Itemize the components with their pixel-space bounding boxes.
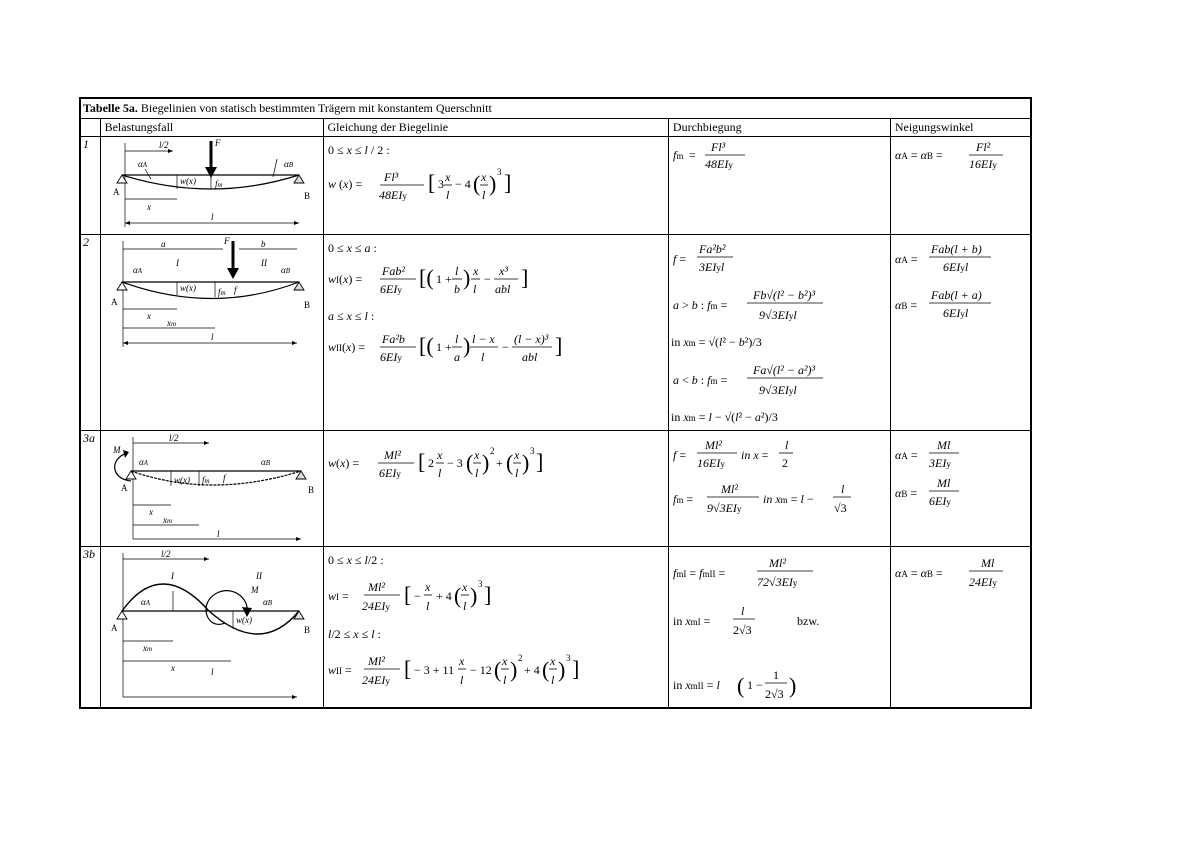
svg-text:xm: xm	[166, 318, 176, 328]
slope-1	[891, 137, 1031, 234]
svg-text:II: II	[255, 571, 262, 581]
svg-text:in xm = √(l² − b²)/3: in xm = √(l² − b²)/3	[670, 335, 762, 349]
deflection-cell	[668, 137, 890, 235]
svg-text:2: 2	[517, 653, 522, 663]
beam-diagram-1	[101, 137, 323, 234]
svg-text:a: a	[160, 239, 166, 249]
svg-text:[: [	[427, 170, 435, 195]
svg-text:0 ≤ x ≤ a :: 0 ≤ x ≤ a :	[327, 241, 377, 255]
svg-text:1 +: 1 +	[435, 272, 452, 286]
table-row	[80, 137, 1031, 235]
svg-text:√3: √3	[833, 501, 847, 515]
equation-2	[324, 235, 668, 430]
svg-text:1 +: 1 +	[435, 340, 452, 354]
svg-text:fm =: fm =	[672, 492, 694, 506]
svg-text:]: ]	[483, 582, 491, 607]
svg-text:I: I	[170, 571, 174, 581]
svg-text:l: l	[502, 673, 506, 687]
svg-text:9√3EIy: 9√3EIy	[706, 501, 742, 515]
svg-text:fm: fm	[214, 179, 223, 189]
svg-text:fm: fm	[217, 287, 226, 297]
svg-text:): )	[481, 450, 489, 475]
svg-text:B: B	[303, 625, 310, 635]
svg-text:l: l	[514, 466, 518, 480]
equation-cell	[323, 235, 668, 431]
svg-text:x: x	[461, 580, 467, 594]
svg-text:): )	[462, 265, 470, 290]
equation-cell	[323, 137, 668, 235]
svg-text:2: 2	[489, 446, 494, 456]
svg-text:l: l	[784, 438, 789, 452]
svg-text:abl: abl	[521, 350, 537, 364]
svg-text:[: [	[403, 656, 411, 681]
svg-text:[: [	[417, 449, 425, 474]
svg-text:(: (	[493, 657, 501, 682]
svg-text:− 12: − 12	[469, 663, 492, 677]
svg-text:3: 3	[496, 167, 501, 177]
svg-text:w (x) =: w (x) =	[327, 177, 362, 191]
svg-text:A: A	[112, 187, 120, 197]
svg-text:): )	[557, 657, 565, 682]
svg-text:αA =: αA =	[894, 252, 918, 266]
svg-text:=: =	[688, 148, 696, 162]
svg-text:Ml²: Ml²	[720, 482, 738, 496]
svg-text:x: x	[148, 507, 153, 517]
beam-diagram-2	[101, 235, 323, 430]
svg-text:x: x	[146, 202, 151, 212]
svg-text:6EIy: 6EIy	[928, 494, 951, 508]
svg-text:(: (	[541, 657, 549, 682]
deflection-cell	[668, 235, 890, 431]
svg-text:l: l	[454, 264, 458, 278]
svg-text:Fa√(l² − a²)³: Fa√(l² − a²)³	[752, 363, 816, 377]
svg-text:l/2: l/2	[158, 140, 169, 150]
svg-text:Fa²b: Fa²b	[381, 332, 405, 346]
svg-text:l/2: l/2	[160, 549, 171, 559]
svg-text:x: x	[458, 654, 464, 668]
deflection-table	[79, 97, 1032, 709]
svg-text:fm: fm	[201, 475, 210, 485]
table-title-text: Biegelinien von statisch bestimmten Trägern mit konstantem Querschnitt	[137, 101, 492, 115]
beam-diagram-3b	[101, 547, 323, 707]
table-title-bold: Tabelle 5a.	[83, 101, 138, 115]
svg-text:16EIy: 16EIy	[696, 456, 725, 470]
svg-text:αA: αA	[140, 597, 150, 607]
svg-text:x: x	[170, 663, 175, 673]
svg-text:72√3EIy: 72√3EIy	[756, 575, 798, 589]
svg-text:II: II	[260, 258, 267, 268]
deflection-cell	[668, 547, 890, 709]
svg-text:Ml: Ml	[980, 556, 995, 570]
slope-cell	[890, 235, 1031, 431]
load-case-figure	[100, 137, 323, 235]
svg-text:2√3: 2√3	[764, 687, 784, 701]
svg-text:in xmII = l: in xmII = l	[672, 678, 720, 692]
svg-text:in xm = l − √(l² − a²)/3: in xm = l − √(l² − a²)/3	[670, 410, 778, 424]
svg-text:Ml²: Ml²	[367, 580, 385, 594]
svg-text:b: b	[453, 282, 460, 296]
svg-text:αA: αA	[132, 265, 142, 275]
table-sheet	[79, 97, 1032, 709]
svg-text:αB: αB	[280, 265, 290, 275]
svg-text:2: 2	[781, 456, 788, 470]
svg-text:−: −	[501, 340, 509, 354]
svg-text:l: l	[462, 599, 466, 613]
svg-text:I: I	[175, 258, 179, 268]
svg-text:w(x): w(x)	[179, 283, 196, 293]
svg-text:wI(x) =: wI(x) =	[327, 272, 362, 286]
svg-text:Fl²: Fl²	[975, 140, 991, 154]
svg-text:Ml²: Ml²	[768, 556, 786, 570]
svg-text:): )	[488, 171, 496, 196]
svg-text:(: (	[472, 171, 480, 196]
svg-text:a > b : fm =: a > b : fm =	[672, 298, 728, 312]
svg-text:αA: αA	[137, 159, 147, 169]
svg-text:wII =: wII =	[327, 663, 352, 677]
svg-text:−: −	[483, 272, 491, 286]
deflection-1	[669, 137, 890, 234]
svg-text:x³: x³	[498, 264, 508, 278]
header-row	[80, 119, 1031, 137]
svg-text:l: l	[425, 599, 429, 613]
svg-text:αA = αB =: αA = αB =	[894, 148, 943, 162]
slope-3a	[891, 431, 1031, 546]
svg-text:l: l	[480, 350, 484, 364]
svg-text:l: l	[210, 332, 214, 342]
row-index: 1	[80, 137, 100, 235]
svg-text:]: ]	[503, 170, 511, 195]
load-case-figure	[100, 235, 323, 431]
svg-text:]: ]	[535, 449, 543, 474]
svg-text:F: F	[214, 138, 221, 148]
svg-text:3: 3	[437, 177, 444, 191]
svg-text:Fl³: Fl³	[383, 170, 398, 184]
svg-text:αB: αB	[283, 159, 293, 169]
table-row	[80, 235, 1031, 431]
svg-text:(: (	[453, 583, 461, 608]
svg-text:l: l	[210, 667, 214, 677]
svg-text:l: l	[445, 188, 449, 202]
svg-text:3EIy: 3EIy	[928, 456, 951, 470]
beam-diagram-3a	[101, 431, 323, 546]
slope-cell	[890, 547, 1031, 709]
svg-text:6EIy: 6EIy	[379, 350, 402, 364]
svg-text:[: [	[403, 582, 411, 607]
row-index: 2	[80, 235, 100, 431]
header-slope: Neigungswinkel	[890, 119, 1031, 137]
svg-text:1: 1	[772, 668, 779, 682]
svg-text:abl: abl	[494, 282, 510, 296]
svg-text:2: 2	[427, 456, 434, 470]
svg-text:l: l	[210, 212, 214, 222]
svg-text:l: l	[550, 673, 554, 687]
svg-text:αB: αB	[262, 597, 272, 607]
table-title	[80, 98, 1031, 119]
svg-text:f =: f =	[672, 448, 687, 462]
slope-cell	[890, 137, 1031, 235]
svg-text:αB =: αB =	[894, 486, 917, 500]
svg-text:αA: αA	[138, 457, 148, 467]
svg-text:x: x	[480, 170, 486, 184]
svg-text:αA =: αA =	[894, 448, 918, 462]
table-row	[80, 547, 1031, 709]
svg-text:): )	[462, 333, 470, 358]
svg-text:in xm = l −: in xm = l −	[762, 492, 814, 506]
svg-text:16EIy: 16EIy	[968, 157, 997, 171]
svg-text:f: f	[233, 285, 237, 295]
svg-text:l: l	[454, 332, 458, 346]
deflection-2	[669, 235, 890, 430]
svg-text:wII(x) =: wII(x) =	[327, 340, 365, 354]
svg-text:): )	[521, 450, 529, 475]
svg-text:a < b : fm =: a < b : fm =	[672, 373, 728, 387]
svg-text:9√3EIyl: 9√3EIyl	[758, 383, 797, 397]
svg-text:(l − x)³: (l − x)³	[513, 332, 548, 346]
svg-text:6EIy: 6EIy	[378, 466, 401, 480]
header-equation: Gleichung der Biegelinie	[323, 119, 668, 137]
slope-cell	[890, 431, 1031, 547]
svg-text:− 3 + 11: − 3 + 11	[413, 663, 454, 677]
svg-text:a ≤ x ≤ l :: a ≤ x ≤ l :	[327, 309, 374, 323]
svg-text:24EIy: 24EIy	[361, 599, 390, 613]
svg-text:Ml²: Ml²	[367, 654, 385, 668]
svg-text:Ml²: Ml²	[704, 438, 722, 452]
equation-3b	[324, 547, 668, 707]
svg-text:x: x	[501, 654, 507, 668]
svg-text:αB =: αB =	[894, 298, 917, 312]
svg-text:a: a	[453, 350, 460, 364]
svg-text:Fb√(l² − b²)³: Fb√(l² − b²)³	[752, 288, 816, 302]
svg-text:24EIy: 24EIy	[361, 673, 390, 687]
svg-text:f =: f =	[672, 252, 687, 266]
svg-text:in x =: in x =	[740, 448, 769, 462]
svg-text:bzw.: bzw.	[796, 614, 820, 628]
svg-text:fmI = fmII =: fmI = fmII =	[672, 566, 726, 580]
svg-text:l: l	[740, 604, 745, 618]
svg-text:0 ≤ x ≤ l/2 :: 0 ≤ x ≤ l/2 :	[327, 553, 384, 567]
slope-2	[891, 235, 1031, 430]
svg-text:Fl³: Fl³	[710, 140, 726, 154]
svg-text:b: b	[260, 239, 266, 249]
svg-text:αB: αB	[260, 457, 270, 467]
svg-text:l: l	[481, 188, 485, 202]
svg-text:3: 3	[477, 579, 482, 589]
svg-text:M: M	[112, 445, 121, 455]
equation-cell	[323, 547, 668, 709]
svg-text:l: l	[437, 466, 441, 480]
svg-text:M: M	[250, 585, 259, 595]
svg-text:6EIy: 6EIy	[379, 282, 402, 296]
svg-text:24EIy: 24EIy	[968, 575, 997, 589]
svg-text:x: x	[473, 448, 479, 462]
svg-text:48EIy: 48EIy	[378, 188, 407, 202]
svg-text:w(x) =: w(x) =	[327, 456, 359, 470]
svg-text:(: (	[505, 450, 513, 475]
svg-text:l: l	[216, 529, 220, 539]
svg-text:6EIyl: 6EIyl	[942, 260, 969, 274]
svg-text:in xmI =: in xmI =	[672, 614, 711, 628]
svg-text:Ml²: Ml²	[383, 448, 401, 462]
svg-text:Ml: Ml	[936, 438, 951, 452]
svg-text:l: l	[472, 282, 476, 296]
svg-text:w(x): w(x)	[173, 475, 190, 485]
svg-text:− 4: − 4	[454, 177, 471, 191]
svg-text:(: (	[736, 673, 745, 698]
svg-text:[(: [(	[418, 333, 434, 358]
table-row	[80, 431, 1031, 547]
svg-text:l/2 ≤ x ≤ l :: l/2 ≤ x ≤ l :	[327, 627, 381, 641]
svg-text:αA = αB =: αA = αB =	[894, 566, 943, 580]
svg-text:x: x	[424, 580, 430, 594]
svg-text:Fa²b²: Fa²b²	[698, 242, 726, 256]
svg-text:x: x	[436, 448, 442, 462]
svg-text:48EIy: 48EIy	[704, 157, 733, 171]
svg-text:w(x): w(x)	[235, 615, 252, 625]
svg-text:F: F	[223, 236, 230, 246]
svg-text:l: l	[474, 466, 478, 480]
svg-text:−: −	[413, 589, 421, 603]
svg-text:A: A	[110, 623, 118, 633]
row-index: 3b	[80, 547, 100, 709]
svg-text:x: x	[513, 448, 519, 462]
load-case-figure	[100, 547, 323, 709]
load-case-figure	[100, 431, 323, 547]
header-index	[80, 119, 100, 137]
svg-text:(: (	[465, 450, 473, 475]
svg-text:3: 3	[565, 653, 570, 663]
svg-text:): )	[469, 583, 477, 608]
svg-text:w(x): w(x)	[179, 176, 196, 186]
equation-3a	[324, 431, 668, 546]
deflection-3a	[669, 431, 890, 546]
svg-text:Ml: Ml	[936, 476, 951, 490]
svg-text:]: ]	[554, 333, 562, 358]
svg-text:l: l	[459, 673, 463, 687]
svg-text:Fab(l + b): Fab(l + b)	[930, 242, 982, 256]
svg-text:0 ≤ x ≤ l / 2 :: 0 ≤ x ≤ l / 2 :	[327, 143, 390, 157]
svg-text:6EIyl: 6EIyl	[942, 306, 969, 320]
deflection-3b	[669, 547, 890, 707]
svg-text:l/2: l/2	[168, 433, 179, 443]
svg-text:]: ]	[520, 265, 528, 290]
svg-text:B: B	[307, 485, 314, 495]
svg-text:x: x	[444, 170, 450, 184]
svg-text:): )	[509, 657, 517, 682]
svg-text:): )	[788, 673, 797, 698]
svg-text:B: B	[303, 300, 310, 310]
svg-text:xm: xm	[142, 643, 152, 653]
svg-text:Fab(l + a): Fab(l + a)	[930, 288, 982, 302]
svg-text:+: +	[495, 456, 503, 470]
equation-1	[324, 137, 668, 234]
svg-text:3EIyl: 3EIyl	[698, 260, 725, 274]
svg-text:x: x	[549, 654, 555, 668]
svg-text:+ 4: + 4	[435, 589, 452, 603]
svg-text:+ 4: + 4	[523, 663, 540, 677]
svg-text:fm: fm	[672, 148, 684, 162]
svg-text:x: x	[472, 264, 478, 278]
svg-text:Fab²: Fab²	[381, 264, 405, 278]
slope-3b	[891, 547, 1031, 707]
header-load-case: Belastungsfall	[100, 119, 323, 137]
svg-text:x: x	[146, 311, 151, 321]
svg-text:3: 3	[529, 446, 534, 456]
header-deflection: Durchbiegung	[668, 119, 890, 137]
svg-text:2√3: 2√3	[732, 623, 752, 637]
svg-text:xm: xm	[162, 515, 172, 525]
svg-text:wI =: wI =	[327, 589, 349, 603]
svg-text:f: f	[222, 473, 226, 483]
svg-text:[(: [(	[418, 265, 434, 290]
svg-text:1 −: 1 −	[746, 678, 763, 692]
row-index: 3a	[80, 431, 100, 547]
svg-text:9√3EIyl: 9√3EIyl	[758, 308, 797, 322]
deflection-cell	[668, 431, 890, 547]
svg-text:− 3: − 3	[446, 456, 463, 470]
svg-text:A: A	[110, 297, 118, 307]
svg-text:B: B	[303, 191, 310, 201]
svg-text:]: ]	[571, 656, 579, 681]
svg-text:l: l	[840, 482, 845, 496]
svg-text:l − x: l − x	[471, 332, 495, 346]
svg-text:A: A	[120, 483, 128, 493]
equation-cell	[323, 431, 668, 547]
